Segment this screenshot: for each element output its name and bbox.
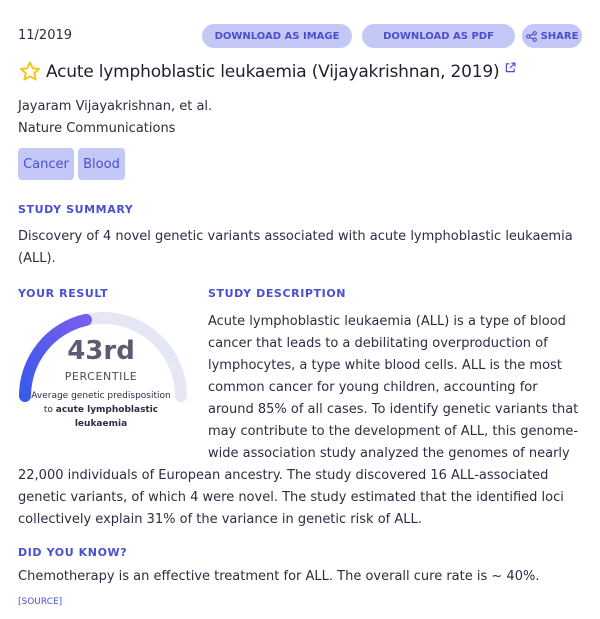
star-outline-icon[interactable] [18,60,42,83]
external-link-icon[interactable] [505,62,516,73]
percentile-label: PERCENTILE [64,370,138,383]
study-summary-text: Discovery of 4 novel genetic variants associated with acute lymphoblastic leukaemia (ALL). [18,229,573,266]
study-date: 11/2019 [18,28,73,43]
study-description-block [18,311,584,531]
study-description-heading: STUDY DESCRIPTION [208,287,347,300]
study-authors: Jayaram Vijayakrishnan, et al. [18,99,213,114]
title-row [18,60,516,83]
study-description-text: Acute lymphoblastic leukaemia (ALL) is a type of blood cancer that leads to a debilitating overproduction of lymphocytes, a type white blood cells. ALL is the most common cancer for young children, accounting for around 85% of all cases. To identify genetic variants that may contribute to the development of ALL, this genome-wide association study analyzed the genomes of nearly 22,000 individuals of European ancestry. The study discovered 16 ALL-associated genetic variants, of which 4 were novel. The study estimated that the identified loci collectively explain 31% of the variance in genetic risk of ALL. [18,314,579,527]
tag-cancer[interactable]: Cancer [18,148,74,180]
download-pdf-label: DOWNLOAD AS PDF [383,30,494,42]
percentile-value: 43rd [67,336,135,366]
download-image-label: DOWNLOAD AS IMAGE [214,30,340,42]
study-title: Acute lymphoblastic leukaemia (Vijayakrishnan, 2019) [46,61,500,82]
study-journal: Nature Communications [18,121,176,136]
download-image-button[interactable] [202,24,352,48]
share-icon [526,31,537,42]
study-summary-heading: STUDY SUMMARY [18,203,134,216]
did-you-know-heading: DID YOU KNOW? [18,546,128,559]
did-you-know-text: Chemotherapy is an effective treatment for ALL. The overall cure rate is ~ 40%. [18,569,540,584]
download-pdf-button[interactable] [362,24,515,48]
average-condition: acute lymphoblastic leukaemia [55,405,159,429]
source-link[interactable]: [SOURCE] [18,597,63,607]
share-label: SHARE [540,30,579,42]
tag-blood[interactable]: Blood [78,148,125,180]
share-button[interactable] [522,24,582,48]
your-result-heading: YOUR RESULT [18,287,109,300]
average-prefix: Average genetic predisposition to [31,391,171,415]
gauge-spacer [18,311,208,463]
